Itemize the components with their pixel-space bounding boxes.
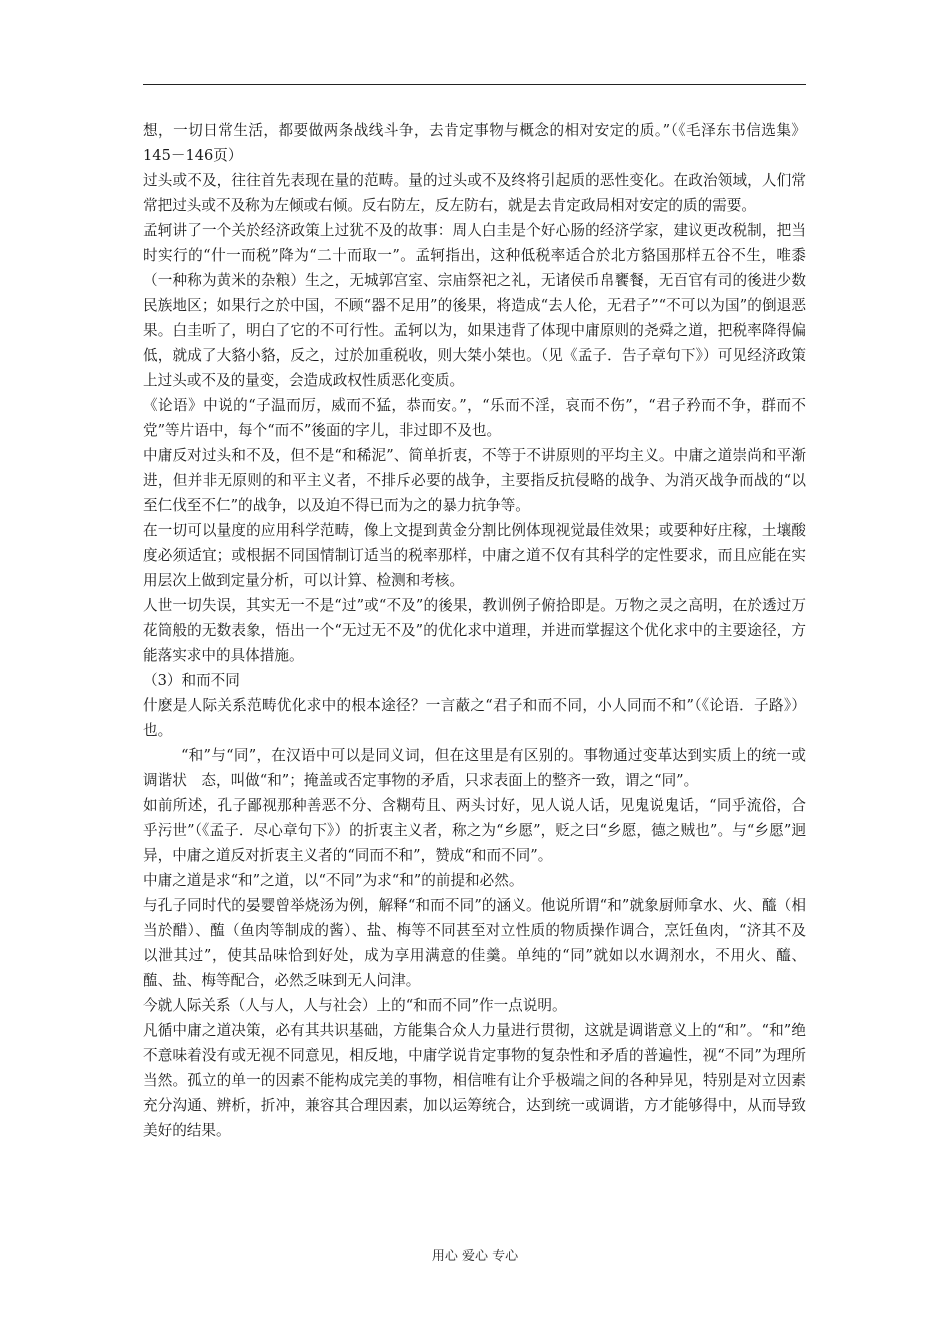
paragraph: 与孔子同时代的晏婴曾举烧汤为例，解释“和而不同”的涵义。他说所谓“和”就象厨师拿水、火、醯（相当於醋）、醢（鱼肉等制成的酱）、盐、梅等不同甚至对立性质的物质操作调合，烹饪鱼肉，“济其不及以泄其过”，使其品味恰到好处，成为享用满意的佳羹。单纯的“同”就如以水调剂水，不用火、醯、醢、盐、梅等配合，必然乏味到无人问津。 [143,897,806,989]
paragraph: 人世一切失误，其实无一不是“过”或“不及”的後果，教训例子俯拾即是。万物之灵之高明，在於透过万花筒般的无数表象，悟出一个“无过无不及”的优化求中道理，并进而掌握这个优化求中的主要途径，方能落实求中的具体措施。 [143,597,806,664]
paragraph: 如前所述，孔子鄙视那种善恶不分、含糊苟且、两头讨好，见人说人话，见鬼说鬼话，“同乎流俗，合乎污世”（《孟子．尽心章句下》）的折衷主义者，称之为“乡愿”，贬之曰“乡愿，德之贼也”。与“乡愿”迥异，中庸之道反对折衷主义者的“同而不和”，赞成“和而不同”。 [143,797,806,864]
paragraph: 中庸之道是求“和”之道，以“不同”为求“和”的前提和必然。 [143,872,524,889]
paragraph: 什麽是人际关系范畴优化求中的根本途径？一言蔽之“君子和而不同，小人同而不和”（《论语．子路》）也。 [143,697,806,739]
paragraph: 《论语》中说的“子温而厉，威而不猛，恭而安。”，“乐而不淫，哀而不伤”，“君子矜而不争，群而不党”等片语中，每个“而不”後面的字儿，非过即不及也。 [143,397,806,439]
paragraph: 中庸反对过头和不及，但不是“和稀泥”、简单折衷，不等于不讲原则的平均主义。中庸之道崇尚和平渐进，但并非无原则的和平主义者，不排斥必要的战争，主要指反抗侵略的战争、为消灭战争而战的“以至仁伐至不仁”的战争，以及迫不得已而为之的暴力抗争等。 [143,447,806,514]
section-heading: （3）和而不同 [143,672,240,689]
paragraph: 想，一切日常生活，都要做两条战线斗争，去肯定事物与概念的相对安定的质。”（《毛泽东书信选集》145－146页） [143,122,806,164]
paragraph: 在一切可以量度的应用科学范畴，像上文提到黄金分割比例体现视觉最佳效果；或要种好庄稼，土壤酸度必须适宜；或根据不同国情制订适当的税率那样，中庸之道不仅有其科学的定性要求，而且应能在实用层次上做到定量分析，可以计算、检测和考核。 [143,522,806,589]
page-footer: 用心 爱心 专心 [431,1249,519,1264]
header-rule [143,84,806,85]
paragraph: 凡循中庸之道决策，必有其共识基础，方能集合众人力量进行贯彻，这就是调谐意义上的“和”。“和”绝不意味着没有或无视不同意见，相反地，中庸学说肯定事物的复杂性和矛盾的普遍性，视“不同”为理所当然。孤立的单一的因素不能构成完美的事物，相信唯有让介乎极端之间的各种异见，特别是对立因素充分沟通、辨析，折冲，兼容其合理因素，加以运筹统合，达到统一或调谐，方才能够得中，从而导致美好的结果。 [143,1022,806,1139]
paragraph: 今就人际关系（人与人，人与社会）上的“和而不同”作一点说明。 [143,997,567,1014]
paragraph: 过头或不及，往往首先表现在量的范畴。量的过头或不及终将引起质的恶性变化。在政治领域，人们常常把过头或不及称为左倾或右倾。反右防左，反左防右，就是去肯定政局相对安定的质的需要。 [143,172,806,214]
paragraph: “和”与“同”，在汉语中可以是同义词，但在这里是有区别的。事物通过变革达到实质上的统一或调谐状 态，叫做“和”；掩盖或否定事物的矛盾，只求表面上的整齐一致，谓之“同”。 [143,747,806,789]
document-body [143,118,806,1143]
paragraph: 孟轲讲了一个关於经济政策上过犹不及的故事：周人白圭是个好心肠的经济学家，建议更改税制，把当时实行的“什一而税”降为“二十而取一”。孟轲指出，这种低税率适合於北方貉国那样五谷不生，唯黍（一种称为黄米的杂粮）生之，无城郭宫室、宗庙祭祀之礼，无诸侯币帛饔餐，无百官有司的後进少数民族地区；如果行之於中国，不顾“器不足用”的後果，将造成“去人伦，无君子”“不可以为国”的倒退恶果。白圭听了，明白了它的不可行性。孟轲以为，如果违背了体现中庸原则的尧舜之道，把税率降得偏低，就成了大貉小貉，反之，过於加重税收，则大桀小桀也。（见《孟子．告子章句下》）可见经济政策上过头或不及的量变，会造成政权性质恶化变质。 [143,222,806,389]
